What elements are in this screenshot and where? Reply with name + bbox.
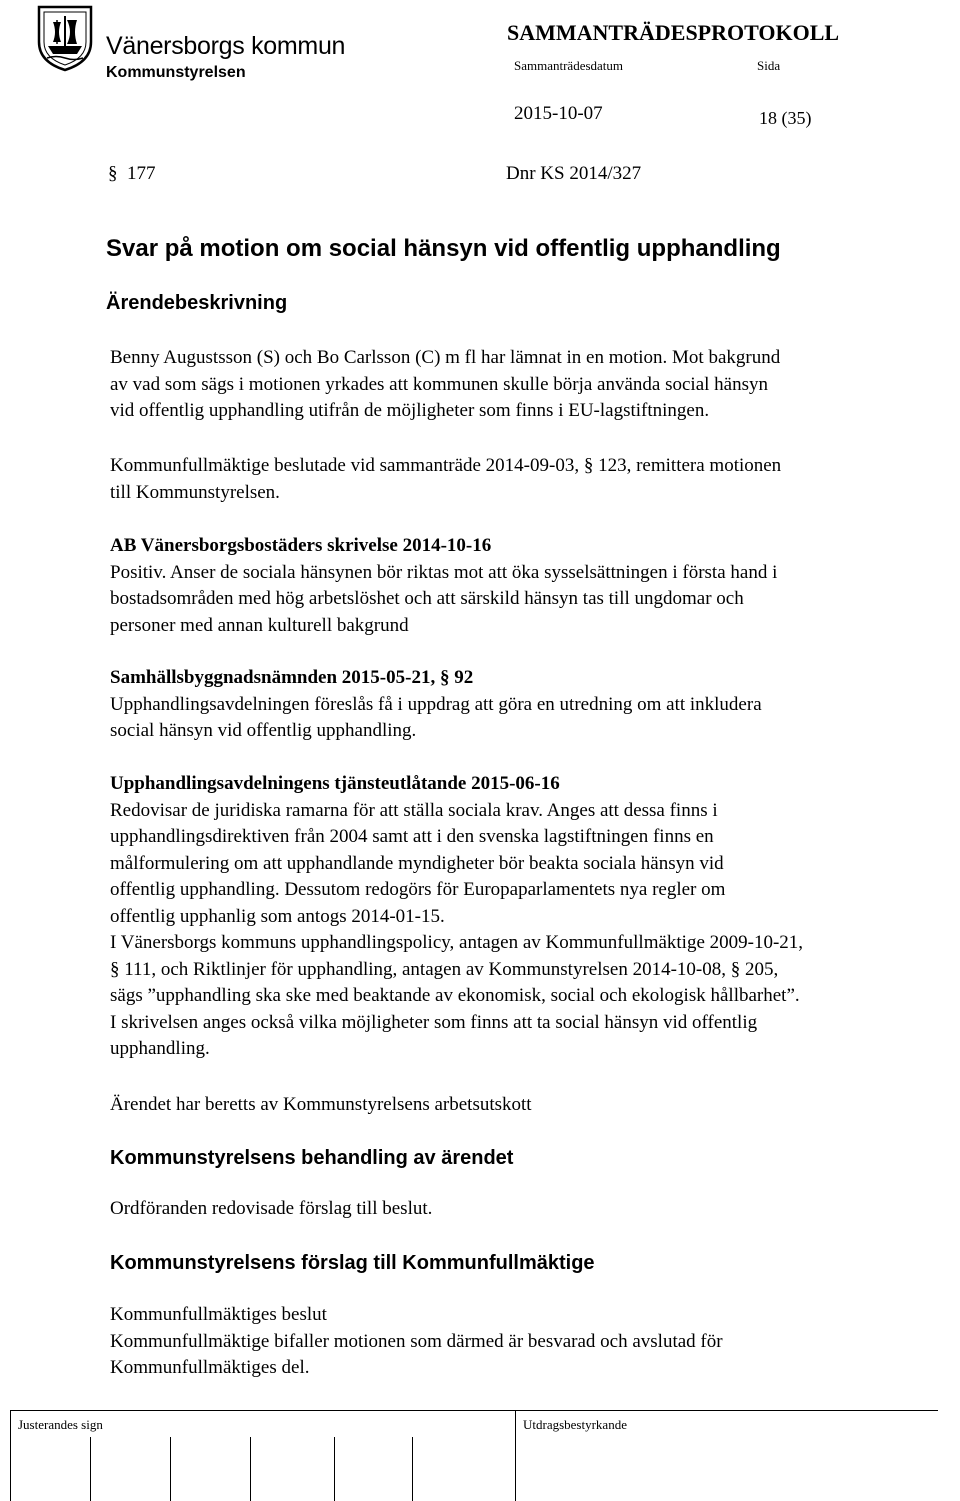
upph-section-line: sägs ”upphandling ska ske med beaktande av ekonomisk, social och ekologisk hållbarhet”. xyxy=(110,985,800,1006)
paragraph-sign-inline: § xyxy=(583,455,594,476)
committee-name: Kommunstyrelsen xyxy=(106,64,246,81)
footer-divider xyxy=(10,1410,11,1501)
paragraph-number: 177 xyxy=(127,163,156,184)
meeting-date: 2015-10-07 xyxy=(514,103,603,124)
ks-proposal-text xyxy=(110,1302,723,1382)
case-dnr: Dnr KS 2014/327 xyxy=(506,163,642,184)
intro-line: av vad som sägs i motionen yrkades att kommunen skulle börja använda social hänsyn xyxy=(110,373,768,395)
ab-section-line: Positiv. Anser de sociala hänsynen bör riktas mot att öka sysselsättningen i första hand i xyxy=(110,561,778,583)
intro-line: vid offentlig upphandling utifrån de möjligheter som finns i EU-lagstiftningen. xyxy=(110,400,710,421)
sbn-heading-text: Samhällsbyggnadsnämnden 2015-05-21, xyxy=(110,667,436,688)
extract-label: Utdragsbestyrkande xyxy=(523,1417,627,1432)
ks-proposal-heading: Kommunstyrelsens förslag till Kommunfullmäktige xyxy=(110,1252,595,1274)
signature-box-divider xyxy=(90,1437,91,1501)
page-label: Sida xyxy=(757,58,781,73)
sbn-section-line: Upphandlingsavdelningen föreslås få i uppdrag att göra en utredning om att inkludera xyxy=(110,693,762,715)
ks-handling-text: Ordföranden redovisade förslag till beslut. xyxy=(110,1198,433,1219)
signature-box-divider xyxy=(170,1437,171,1501)
sbn-section xyxy=(110,665,762,745)
sign-label: Justerandes sign xyxy=(18,1417,103,1432)
meeting-date-label: Sammanträdesdatum xyxy=(514,58,624,73)
upph-section-line: offentlig upphanlig som antogs 2014-01-15. xyxy=(110,905,445,927)
page-title: Svar på motion om social hänsyn vid offentlig upphandling xyxy=(106,235,781,262)
kf-decision-paragraph xyxy=(110,453,781,506)
sbn-section-line: social hänsyn vid offentlig upphandling. xyxy=(110,720,417,741)
upph-section-line: upphandling. xyxy=(110,1038,210,1059)
kf-decision-line xyxy=(110,453,781,480)
sbn-heading-number: 92 xyxy=(454,667,474,688)
ab-section-line: personer med annan kulturell bakgrund xyxy=(110,614,409,636)
prepared-statement: Ärendet har beretts av Kommunstyrelsens arbetsutskott xyxy=(110,1094,532,1115)
upph-section-line: I Vänersborgs kommuns upphandlingspolicy, antagen av Kommunfullmäktige 2009-10-21, xyxy=(110,932,804,953)
kf-decision-text: Kommunfullmäktige beslutade vid sammanträde 2014-09-03, xyxy=(110,455,580,476)
ab-section-line: bostadsområden med hög arbetslöshet och att särskild hänsyn tas till ungdomar och xyxy=(110,588,744,609)
paragraph-sign-inline: § xyxy=(730,958,741,980)
upph-section-line: I skrivelsen anges också vilka möjligheter som finns att ta social hänsyn vid offentlig xyxy=(110,1011,758,1033)
upph-line-text: 111, och Riktlinjer för upphandling, antagen av Kommunstyrelsen 2014-10-08, xyxy=(124,958,726,980)
upph-section-heading: Upphandlingsavdelningens tjänsteutlåtande 2015-06-16 xyxy=(110,773,560,794)
ks-proposal-line: Kommunfullmäktiges beslut xyxy=(110,1304,327,1325)
intro-line: Benny Augustsson (S) och Bo Carlsson (C) m fl har lämnat in en motion. Mot bakgrund xyxy=(110,347,781,368)
document-type: SAMMANTRÄDESPROTOKOLL xyxy=(507,20,840,45)
ab-section-heading: AB Vänersborgsbostäders skrivelse 2014-10-16 xyxy=(110,535,492,556)
ks-proposal-line: Kommunfullmäktiges del. xyxy=(110,1357,310,1378)
paragraph-sign: § xyxy=(108,163,118,184)
upph-section-line xyxy=(110,957,803,984)
kf-decision-line: till Kommunstyrelsen. xyxy=(110,481,280,503)
kf-decision-text-end: 123, remittera motionen xyxy=(598,455,782,476)
signature-box-divider xyxy=(334,1437,335,1501)
ks-proposal-line: Kommunfullmäktige bifaller motionen som därmed är besvarad och avslutad för xyxy=(110,1330,723,1352)
upph-line-text-end: 205, xyxy=(744,958,779,980)
signature-box-divider xyxy=(412,1437,413,1501)
upph-section-line: målformulering om att upphandlande myndigheter bör beakta sociala hänsyn vid xyxy=(110,852,724,874)
municipal-logo xyxy=(36,4,94,72)
upph-section-line: upphandlingsdirektiven från 2004 samt att i den svenska lagstiftningen finns en xyxy=(110,826,714,847)
upph-section-line: offentlig upphandling. Dessutom redogörs för Europaparlamentets nya regler om xyxy=(110,879,726,900)
coat-of-arms-ship-icon xyxy=(36,4,94,72)
paragraph-sign-inline: § xyxy=(110,958,120,980)
case-paragraph xyxy=(108,163,156,185)
description-heading: Ärendebeskrivning xyxy=(106,292,288,314)
org-name: Vänersborgs kommun xyxy=(106,32,346,60)
sbn-section-heading xyxy=(110,665,762,692)
upph-section-line: Redovisar de juridiska ramarna för att ställa sociala krav. Anges att dessa finns i xyxy=(110,799,718,821)
paragraph-sign-inline: § xyxy=(439,667,450,688)
ks-handling-heading: Kommunstyrelsens behandling av ärendet xyxy=(110,1147,514,1169)
ab-section xyxy=(110,533,777,639)
footer-divider xyxy=(515,1410,516,1501)
signature-box-divider xyxy=(250,1437,251,1501)
footer-top-rule xyxy=(10,1410,938,1411)
intro-paragraph xyxy=(110,345,780,425)
upph-section xyxy=(110,771,803,1063)
page-number: 18 (35) xyxy=(759,108,812,128)
